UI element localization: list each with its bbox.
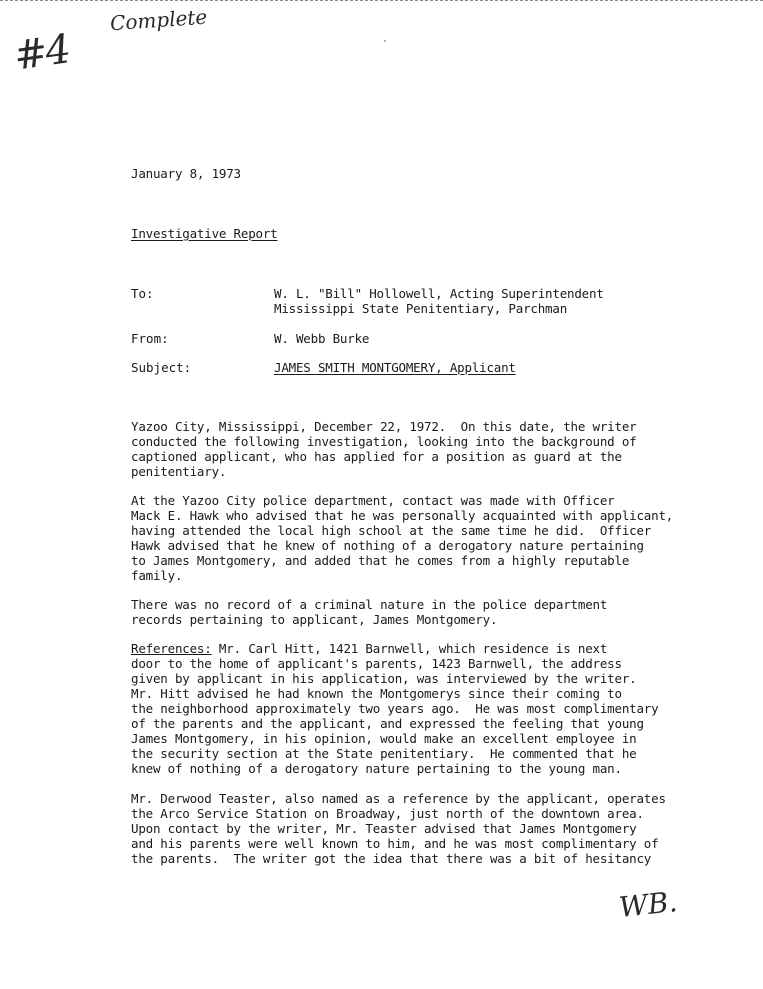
handwritten-initials: WB. [617, 885, 679, 924]
paragraph-line: having attended the local high school at the same time he did. Officer [131, 523, 652, 538]
paragraph-line: to James Montgomery, and added that he comes from a highly reputable [131, 553, 630, 568]
paragraph-line: James Montgomery, in his opinion, would make an excellent employee in [131, 731, 637, 746]
report-date: January 8, 1973 [131, 166, 241, 181]
paragraph-intro [131, 419, 721, 479]
paragraph-line: Yazoo City, Mississippi, December 22, 1972. On this date, the writer [131, 419, 637, 434]
paragraph-line: and his parents were well known to him, and he was most complimentary of [131, 836, 659, 851]
subject-value: JAMES SMITH MONTGOMERY, Applicant [274, 360, 516, 375]
paragraph-line: of the parents and the applicant, and expressed the feeling that young [131, 716, 644, 731]
paragraph-line: Upon contact by the writer, Mr. Teaster advised that James Montgomery [131, 821, 637, 836]
paragraph-line: Mack E. Hawk who advised that he was personally acquainted with applicant, [131, 508, 674, 523]
paragraph-line: family. [131, 568, 183, 583]
paragraph-line: door to the home of applicant's parents, 1423 Barnwell, the address [131, 656, 622, 671]
paragraph-line: knew of nothing of a derogatory nature pertaining to the young man. [131, 761, 622, 776]
paragraph-line: penitentiary. [131, 464, 227, 479]
page-top-border [0, 0, 763, 2]
subject-label: Subject: [131, 360, 192, 375]
paragraph-line: the security section at the State penitentiary. He commented that he [131, 746, 637, 761]
speck [384, 40, 386, 42]
paragraph-line: the Arco Service Station on Broadway, just north of the downtown area. [131, 806, 644, 821]
paragraph-line: Mr. Hitt advised he had known the Montgomerys since their coming to [131, 686, 622, 701]
paragraph-line: conducted the following investigation, looking into the background of [131, 434, 637, 449]
paragraph-line: At the Yazoo City police department, contact was made with Officer [131, 493, 615, 508]
references-label: References: [131, 641, 212, 656]
handwritten-complete-note: Complete [109, 4, 208, 36]
to-line-2: Mississippi State Penitentiary, Parchman [274, 301, 568, 316]
paragraph-line: the parents. The writer got the idea that there was a bit of hesitancy [131, 851, 652, 866]
paragraph-line: captioned applicant, who has applied for a position as guard at the [131, 449, 622, 464]
report-title: Investigative Report [131, 226, 278, 241]
paragraph-line: Hawk advised that he knew of nothing of a derogatory nature pertaining [131, 538, 644, 553]
paragraph-line: There was no record of a criminal nature in the police department [131, 597, 608, 612]
paragraph-records [131, 597, 721, 627]
to-line-1: W. L. "Bill" Hollowell, Acting Superintendent [274, 286, 604, 301]
paragraph-police [131, 493, 721, 583]
to-label: To: [131, 286, 154, 301]
from-label: From: [131, 331, 169, 346]
paragraph-references [131, 641, 721, 776]
paragraph-line: the neighborhood approximately two years ago. He was most complimentary [131, 701, 659, 716]
handwritten-file-number: #4 [11, 26, 72, 80]
references-first-line-text: Mr. Carl Hitt, 1421 Barnwell, which residence is next [211, 641, 608, 656]
paragraph-line: Mr. Derwood Teaster, also named as a reference by the applicant, operates [131, 791, 666, 806]
from-value: W. Webb Burke [274, 331, 370, 346]
references-first-line [131, 641, 721, 656]
paragraph-line: given by applicant in his application, was interviewed by the writer. [131, 671, 637, 686]
paragraph-line: records pertaining to applicant, James Montgomery. [131, 612, 498, 627]
paragraph-teaster [131, 791, 721, 866]
